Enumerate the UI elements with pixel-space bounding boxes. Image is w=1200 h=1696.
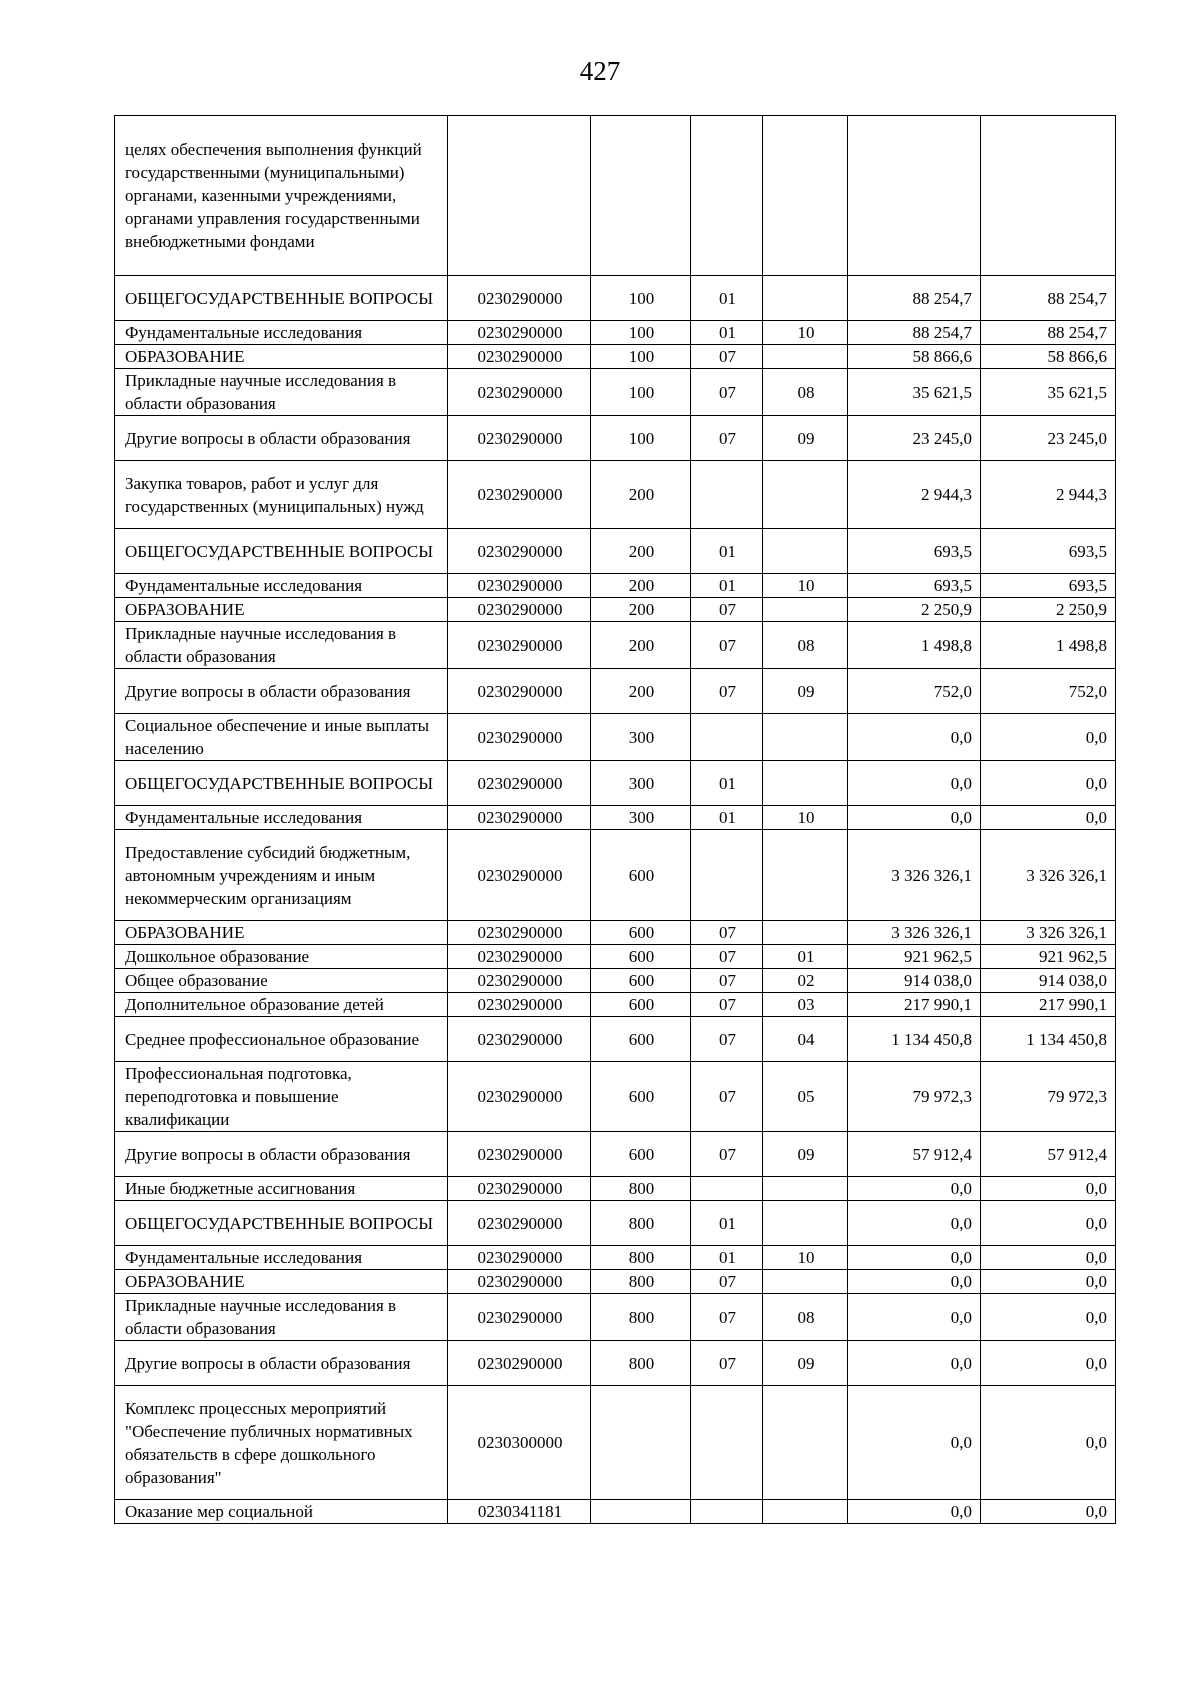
row-code: 0230290000	[448, 321, 591, 345]
row-code: 0230290000	[448, 1270, 591, 1294]
row-sum-2: 217 990,1	[981, 993, 1116, 1017]
row-expense-type	[591, 116, 691, 276]
row-section: 01	[691, 761, 763, 806]
row-section: 07	[691, 969, 763, 993]
row-sum-1: 914 038,0	[848, 969, 981, 993]
row-code: 0230290000	[448, 598, 591, 622]
page-number: 427	[579, 56, 621, 86]
row-subsection: 08	[763, 622, 848, 669]
row-code: 0230290000	[448, 806, 591, 830]
row-name: Дошкольное образование	[115, 945, 448, 969]
row-sum-2: 88 254,7	[981, 321, 1116, 345]
row-subsection	[763, 1270, 848, 1294]
table-row	[115, 761, 1116, 806]
row-section: 07	[691, 416, 763, 461]
row-name: Прикладные научные исследования в области образования	[115, 369, 448, 416]
row-expense-type: 600	[591, 1132, 691, 1177]
row-sum-2: 0,0	[981, 1294, 1116, 1341]
row-sum-1: 57 912,4	[848, 1132, 981, 1177]
row-sum-1: 88 254,7	[848, 321, 981, 345]
row-section: 07	[691, 921, 763, 945]
row-code: 0230290000	[448, 714, 591, 761]
row-sum-1	[848, 116, 981, 276]
row-subsection	[763, 345, 848, 369]
row-expense-type	[591, 1500, 691, 1524]
row-sum-1: 0,0	[848, 1177, 981, 1201]
table-row	[115, 1294, 1116, 1341]
row-section	[691, 1177, 763, 1201]
row-code: 0230290000	[448, 416, 591, 461]
row-subsection: 08	[763, 369, 848, 416]
row-expense-type: 100	[591, 416, 691, 461]
row-code: 0230290000	[448, 345, 591, 369]
row-sum-2: 3 326 326,1	[981, 830, 1116, 921]
row-sum-1: 0,0	[848, 1500, 981, 1524]
row-name: Другие вопросы в области образования	[115, 416, 448, 461]
row-name: ОБРАЗОВАНИЕ	[115, 598, 448, 622]
table-row	[115, 1246, 1116, 1270]
row-section: 01	[691, 276, 763, 321]
table-row	[115, 1201, 1116, 1246]
row-section: 07	[691, 1294, 763, 1341]
row-expense-type: 200	[591, 529, 691, 574]
row-expense-type: 200	[591, 669, 691, 714]
row-code: 0230300000	[448, 1386, 591, 1500]
row-expense-type: 600	[591, 993, 691, 1017]
row-section	[691, 1500, 763, 1524]
row-expense-type: 800	[591, 1246, 691, 1270]
row-name: ОБЩЕГОСУДАРСТВЕННЫЕ ВОПРОСЫ	[115, 1201, 448, 1246]
row-section: 07	[691, 1270, 763, 1294]
row-name: ОБРАЗОВАНИЕ	[115, 1270, 448, 1294]
table-row	[115, 345, 1116, 369]
row-sum-2: 79 972,3	[981, 1062, 1116, 1132]
row-subsection	[763, 1177, 848, 1201]
row-code: 0230290000	[448, 1017, 591, 1062]
row-expense-type: 300	[591, 761, 691, 806]
row-sum-1: 58 866,6	[848, 345, 981, 369]
row-code: 0230290000	[448, 574, 591, 598]
row-name: Фундаментальные исследования	[115, 321, 448, 345]
table-row	[115, 1500, 1116, 1524]
row-section: 07	[691, 1017, 763, 1062]
row-expense-type: 200	[591, 622, 691, 669]
row-expense-type: 300	[591, 806, 691, 830]
row-sum-2: 1 498,8	[981, 622, 1116, 669]
row-expense-type: 600	[591, 945, 691, 969]
table-row	[115, 969, 1116, 993]
row-subsection	[763, 830, 848, 921]
row-expense-type: 600	[591, 969, 691, 993]
row-subsection: 01	[763, 945, 848, 969]
row-code: 0230290000	[448, 669, 591, 714]
row-sum-1: 1 498,8	[848, 622, 981, 669]
row-sum-1: 88 254,7	[848, 276, 981, 321]
row-name: Социальное обеспечение и иные выплаты населению	[115, 714, 448, 761]
row-code: 0230290000	[448, 1341, 591, 1386]
table-row	[115, 1132, 1116, 1177]
row-sum-2: 35 621,5	[981, 369, 1116, 416]
table-row	[115, 276, 1116, 321]
row-section: 07	[691, 598, 763, 622]
row-expense-type: 600	[591, 921, 691, 945]
row-code: 0230290000	[448, 1201, 591, 1246]
table-row	[115, 574, 1116, 598]
row-subsection	[763, 276, 848, 321]
row-subsection	[763, 461, 848, 529]
row-expense-type: 100	[591, 369, 691, 416]
row-expense-type	[591, 1386, 691, 1500]
row-section: 07	[691, 1341, 763, 1386]
row-sum-1: 3 326 326,1	[848, 830, 981, 921]
row-expense-type: 300	[591, 714, 691, 761]
row-subsection: 10	[763, 574, 848, 598]
row-name: ОБЩЕГОСУДАРСТВЕННЫЕ ВОПРОСЫ	[115, 761, 448, 806]
row-section	[691, 714, 763, 761]
table-row	[115, 622, 1116, 669]
row-expense-type: 600	[591, 1017, 691, 1062]
row-code: 0230290000	[448, 830, 591, 921]
row-expense-type: 600	[591, 1062, 691, 1132]
table-row	[115, 1062, 1116, 1132]
row-subsection: 02	[763, 969, 848, 993]
row-subsection	[763, 1500, 848, 1524]
row-sum-2: 0,0	[981, 806, 1116, 830]
row-code	[448, 116, 591, 276]
row-section	[691, 116, 763, 276]
row-sum-1: 752,0	[848, 669, 981, 714]
row-sum-2: 914 038,0	[981, 969, 1116, 993]
row-sum-1: 2 250,9	[848, 598, 981, 622]
row-sum-2: 0,0	[981, 714, 1116, 761]
row-name: Предоставление субсидий бюджетным, автономным учреждениям и иным некоммерческим организациям	[115, 830, 448, 921]
row-section: 07	[691, 622, 763, 669]
row-subsection: 09	[763, 1341, 848, 1386]
row-code: 0230290000	[448, 1177, 591, 1201]
table-row	[115, 598, 1116, 622]
row-subsection: 10	[763, 321, 848, 345]
row-sum-1: 2 944,3	[848, 461, 981, 529]
row-section: 07	[691, 345, 763, 369]
row-code: 0230290000	[448, 1246, 591, 1270]
row-sum-2: 921 962,5	[981, 945, 1116, 969]
row-sum-2: 2 944,3	[981, 461, 1116, 529]
row-sum-1: 0,0	[848, 761, 981, 806]
row-expense-type: 100	[591, 276, 691, 321]
row-expense-type: 800	[591, 1341, 691, 1386]
table-row	[115, 921, 1116, 945]
row-sum-1: 921 962,5	[848, 945, 981, 969]
row-sum-2: 23 245,0	[981, 416, 1116, 461]
row-subsection: 09	[763, 1132, 848, 1177]
row-name: Оказание мер социальной	[115, 1500, 448, 1524]
row-name: ОБРАЗОВАНИЕ	[115, 345, 448, 369]
row-sum-1: 0,0	[848, 714, 981, 761]
row-sum-1: 23 245,0	[848, 416, 981, 461]
row-sum-1: 0,0	[848, 1201, 981, 1246]
row-sum-2: 2 250,9	[981, 598, 1116, 622]
row-sum-2: 0,0	[981, 1270, 1116, 1294]
row-expense-type: 200	[591, 574, 691, 598]
row-section: 07	[691, 993, 763, 1017]
row-sum-1: 0,0	[848, 1270, 981, 1294]
row-sum-2: 58 866,6	[981, 345, 1116, 369]
row-sum-2: 0,0	[981, 1201, 1116, 1246]
row-section: 07	[691, 369, 763, 416]
row-code: 0230290000	[448, 1294, 591, 1341]
row-sum-2: 1 134 450,8	[981, 1017, 1116, 1062]
table-row	[115, 461, 1116, 529]
table-row	[115, 116, 1116, 276]
row-name: ОБРАЗОВАНИЕ	[115, 921, 448, 945]
row-sum-2: 3 326 326,1	[981, 921, 1116, 945]
row-name: Общее образование	[115, 969, 448, 993]
row-sum-2: 693,5	[981, 574, 1116, 598]
row-subsection	[763, 921, 848, 945]
row-section	[691, 830, 763, 921]
table-row	[115, 1341, 1116, 1386]
row-subsection	[763, 714, 848, 761]
row-name: Профессиональная подготовка, переподготовка и повышение квалификации	[115, 1062, 448, 1132]
row-name: Прикладные научные исследования в области образования	[115, 622, 448, 669]
table-row	[115, 369, 1116, 416]
row-section: 07	[691, 1062, 763, 1132]
row-section: 01	[691, 529, 763, 574]
row-sum-1: 0,0	[848, 1341, 981, 1386]
row-sum-2: 0,0	[981, 1386, 1116, 1500]
row-expense-type: 800	[591, 1177, 691, 1201]
row-expense-type: 200	[591, 461, 691, 529]
row-code: 0230290000	[448, 276, 591, 321]
table-row	[115, 714, 1116, 761]
row-subsection: 08	[763, 1294, 848, 1341]
table-row	[115, 1017, 1116, 1062]
row-sum-1: 0,0	[848, 1246, 981, 1270]
row-expense-type: 600	[591, 830, 691, 921]
row-name: Среднее профессиональное образование	[115, 1017, 448, 1062]
row-subsection: 09	[763, 669, 848, 714]
row-sum-2: 0,0	[981, 1341, 1116, 1386]
row-sum-1: 217 990,1	[848, 993, 981, 1017]
row-section: 07	[691, 1132, 763, 1177]
row-code: 0230290000	[448, 369, 591, 416]
table-row	[115, 1177, 1116, 1201]
row-expense-type: 800	[591, 1270, 691, 1294]
budget-table-body	[115, 116, 1116, 1524]
row-name: Фундаментальные исследования	[115, 1246, 448, 1270]
row-name: ОБЩЕГОСУДАРСТВЕННЫЕ ВОПРОСЫ	[115, 529, 448, 574]
row-subsection	[763, 529, 848, 574]
row-section	[691, 461, 763, 529]
row-section: 07	[691, 669, 763, 714]
table-row	[115, 321, 1116, 345]
row-subsection	[763, 1201, 848, 1246]
row-section	[691, 1386, 763, 1500]
row-section: 01	[691, 1201, 763, 1246]
row-subsection: 09	[763, 416, 848, 461]
table-row	[115, 945, 1116, 969]
row-expense-type: 100	[591, 345, 691, 369]
table-row	[115, 830, 1116, 921]
row-sum-2: 0,0	[981, 1500, 1116, 1524]
row-section: 01	[691, 806, 763, 830]
row-code: 0230290000	[448, 945, 591, 969]
table-row	[115, 529, 1116, 574]
row-code: 0230290000	[448, 969, 591, 993]
row-section: 01	[691, 321, 763, 345]
row-name: Другие вопросы в области образования	[115, 669, 448, 714]
row-sum-1: 3 326 326,1	[848, 921, 981, 945]
row-subsection: 05	[763, 1062, 848, 1132]
row-subsection	[763, 598, 848, 622]
row-code: 0230290000	[448, 622, 591, 669]
row-sum-2: 693,5	[981, 529, 1116, 574]
table-row	[115, 416, 1116, 461]
row-sum-1: 79 972,3	[848, 1062, 981, 1132]
row-name: Фундаментальные исследования	[115, 806, 448, 830]
row-code: 0230290000	[448, 1132, 591, 1177]
row-code: 0230290000	[448, 993, 591, 1017]
row-sum-1: 35 621,5	[848, 369, 981, 416]
row-subsection	[763, 1386, 848, 1500]
row-sum-2: 57 912,4	[981, 1132, 1116, 1177]
row-section: 07	[691, 945, 763, 969]
row-sum-2: 88 254,7	[981, 276, 1116, 321]
table-row	[115, 1270, 1116, 1294]
row-sum-1: 693,5	[848, 529, 981, 574]
table-row	[115, 669, 1116, 714]
row-expense-type: 200	[591, 598, 691, 622]
row-code: 0230290000	[448, 921, 591, 945]
row-sum-2: 0,0	[981, 1177, 1116, 1201]
row-sum-2: 0,0	[981, 1246, 1116, 1270]
row-name: Фундаментальные исследования	[115, 574, 448, 598]
budget-table	[114, 115, 1116, 1524]
row-name: Дополнительное образование детей	[115, 993, 448, 1017]
row-name: Прикладные научные исследования в области образования	[115, 1294, 448, 1341]
row-expense-type: 100	[591, 321, 691, 345]
row-expense-type: 800	[591, 1294, 691, 1341]
row-expense-type: 800	[591, 1201, 691, 1246]
table-row	[115, 806, 1116, 830]
row-code: 0230290000	[448, 461, 591, 529]
row-subsection: 10	[763, 806, 848, 830]
row-subsection: 03	[763, 993, 848, 1017]
row-name: целях обеспечения выполнения функций государственными (муниципальными) органами, казенными учреждениями, органами управления государственными внебюджетными фондами	[115, 116, 448, 276]
row-code: 0230290000	[448, 761, 591, 806]
row-name: Другие вопросы в области образования	[115, 1341, 448, 1386]
row-sum-1: 0,0	[848, 1386, 981, 1500]
row-sum-1: 1 134 450,8	[848, 1017, 981, 1062]
row-name: Иные бюджетные ассигнования	[115, 1177, 448, 1201]
table-row	[115, 1386, 1116, 1500]
row-code: 0230341181	[448, 1500, 591, 1524]
row-name: ОБЩЕГОСУДАРСТВЕННЫЕ ВОПРОСЫ	[115, 276, 448, 321]
row-sum-1: 693,5	[848, 574, 981, 598]
row-subsection	[763, 761, 848, 806]
row-subsection	[763, 116, 848, 276]
row-section: 01	[691, 574, 763, 598]
row-code: 0230290000	[448, 1062, 591, 1132]
row-name: Закупка товаров, работ и услуг для государственных (муниципальных) нужд	[115, 461, 448, 529]
row-sum-1: 0,0	[848, 806, 981, 830]
row-sum-2: 752,0	[981, 669, 1116, 714]
row-subsection: 10	[763, 1246, 848, 1270]
row-sum-2	[981, 116, 1116, 276]
row-subsection: 04	[763, 1017, 848, 1062]
row-name: Другие вопросы в области образования	[115, 1132, 448, 1177]
row-section: 01	[691, 1246, 763, 1270]
row-sum-1: 0,0	[848, 1294, 981, 1341]
row-name: Комплекс процессных мероприятий "Обеспечение публичных нормативных обязательств в сфере дошкольного образования"	[115, 1386, 448, 1500]
table-row	[115, 993, 1116, 1017]
row-sum-2: 0,0	[981, 761, 1116, 806]
row-code: 0230290000	[448, 529, 591, 574]
